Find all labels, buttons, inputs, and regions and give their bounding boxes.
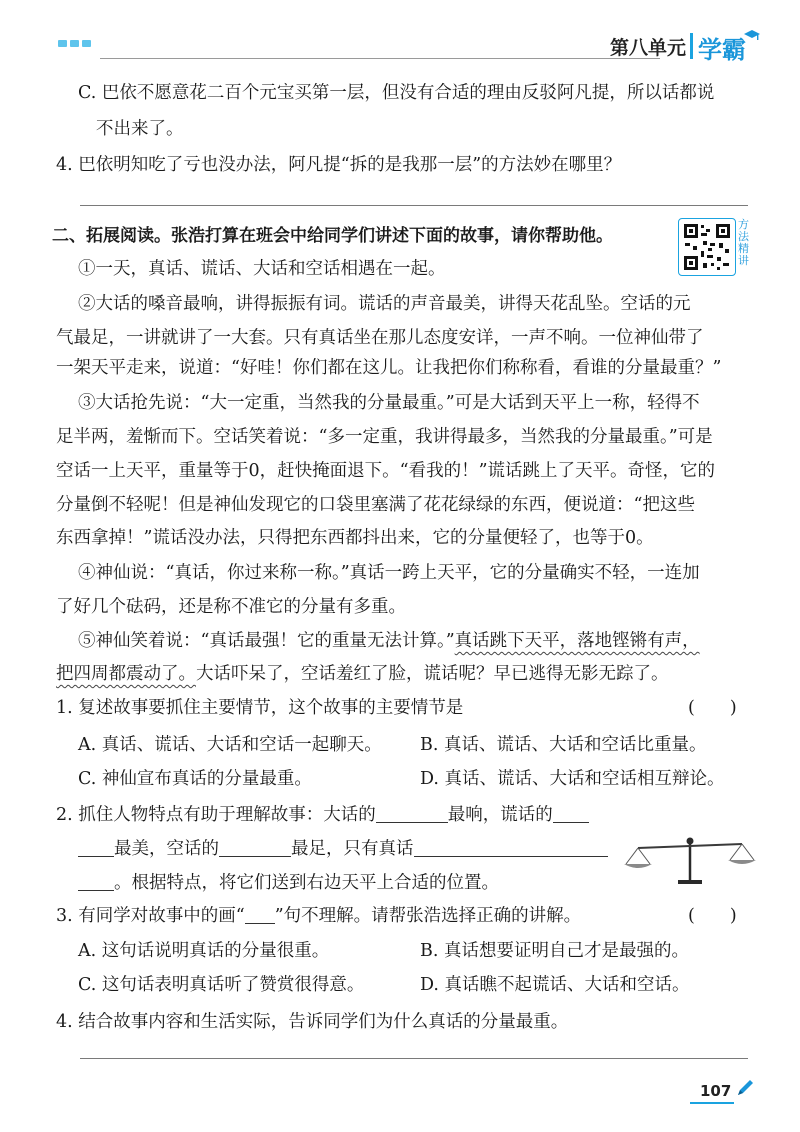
- q1-option-b[interactable]: B. 真话、谎话、大话和空话比重量。: [420, 735, 707, 755]
- header-decoration: [58, 40, 91, 47]
- question-2-line2: 最美，空话的 最足，只有真话: [78, 837, 608, 861]
- story-p2-line3: 一架天平走来，说道：“好哇！你们都在这儿。让我把你们称称看，看谁的分量最重？”: [56, 358, 722, 378]
- header-rule: [100, 58, 660, 59]
- blank-3[interactable]: [219, 838, 291, 857]
- blank-4-end[interactable]: [78, 872, 114, 891]
- page-underline: [690, 1102, 734, 1104]
- q3-option-c[interactable]: C. 这句话表明真话听了赞赏很得意。: [78, 975, 365, 995]
- question-4: 4. 结合故事内容和生活实际，告诉同学们为什么真话的分量最重。: [56, 1012, 569, 1032]
- question-2-line3: 。根据特点，将它们送到右边天平上合适的位置。: [78, 871, 499, 895]
- story-p5-line1: ⑤神仙笑着说：“真话最强！它的重量无法计算。”真话跳下天平，落地铿锵有声，: [78, 631, 700, 651]
- question-4-prev: 4. 巴依明知吃了亏也没办法，阿凡提“拆的是我那一层”的方法妙在哪里？: [56, 155, 622, 175]
- q1-option-a[interactable]: A. 真话、谎话、大话和空话一起聊天。: [78, 735, 382, 755]
- unit-title: 第八单元: [610, 37, 687, 59]
- question-3: 3. 有同学对故事中的画“ ”句不理解。请帮张浩选择正确的讲解。: [56, 906, 582, 926]
- blank-1[interactable]: [376, 804, 448, 823]
- q1-option-c[interactable]: C. 神仙宣布真话的分量最重。: [78, 769, 312, 789]
- answer-line[interactable]: [80, 205, 748, 206]
- story-p3-line1: ③大话抢先说：“大一定重，当然我的分量最重。”可是大话到天平上一称，轻得不: [78, 393, 700, 413]
- story-p3-line2: 足半两，羞惭而下。空话笑着说：“多一定重，我讲得最多，当然我的分量最重。”可是: [56, 427, 713, 447]
- qr-code-icon[interactable]: [678, 218, 736, 276]
- story-p2-line1: ②大话的嗓音最响，讲得振振有词。谎话的声音最美，讲得天花乱坠。空话的元: [78, 294, 691, 314]
- blank-4-start[interactable]: [414, 838, 608, 857]
- answer-line-4[interactable]: [80, 1058, 748, 1059]
- q3-option-d[interactable]: D. 真话瞧不起谎话、大话和空话。: [420, 975, 690, 995]
- blank-quote: [245, 905, 275, 924]
- option-c-line1: C. 巴依不愿意花二百个元宝买第一层，但没有合适的理由反驳阿凡提，所以话都说: [78, 83, 715, 103]
- qr-label: 方法精讲: [738, 218, 749, 267]
- page-number: 107: [700, 1082, 732, 1100]
- q3-option-b[interactable]: B. 真话想要证明自己才是最强的。: [420, 941, 689, 961]
- wavy-underlined-sentence-end: 把四周都震动了。: [56, 664, 196, 684]
- balance-scale-icon[interactable]: [620, 836, 760, 886]
- story-p5-line2: 把四周都震动了。大话吓呆了，空话羞红了脸，谎话呢？早已逃得无影无踪了。: [56, 664, 669, 684]
- story-p4-line1: ④神仙说：“真话，你过来称一称。”真话一跨上天平，它的分量确实不轻，一连加: [78, 563, 700, 583]
- answer-paren-3[interactable]: ( ): [688, 906, 737, 926]
- question-2-line1: 2. 抓住人物特点有助于理解故事：大话的 最响，谎话的: [56, 803, 589, 827]
- story-p3-line5: 东西拿掉！”谎话没办法，只得把东西都抖出来，它的分量便轻了，也等于0。: [56, 528, 654, 548]
- blank-2-end[interactable]: [78, 838, 114, 857]
- wavy-underlined-sentence: 真话跳下天平，落地铿锵有声，: [454, 631, 700, 651]
- story-p3-line4: 分量倒不轻呢！但是神仙发现它的口袋里塞满了花花绿绿的东西，便说道：“把这些: [56, 495, 695, 515]
- q1-option-d[interactable]: D. 真话、谎话、大话和空话相互辩论。: [420, 769, 725, 789]
- brand-logo: 学霸: [698, 36, 746, 64]
- blank-2-start[interactable]: [553, 804, 589, 823]
- question-1: 1. 复述故事要抓住主要情节，这个故事的主要情节是: [56, 698, 464, 718]
- section-title: 二、拓展阅读。张浩打算在班会中给同学们讲述下面的故事，请你帮助他。: [52, 226, 613, 246]
- story-p3-line3: 空话一上天平，重量等于0，赶快掩面退下。“看我的！”谎话跳上了天平。奇怪，它的: [56, 461, 716, 481]
- story-p1: ①一天，真话、谎话、大话和空话相遇在一起。: [78, 259, 446, 279]
- story-p2-line2: 气最足，一讲就讲了一大套。只有真话坐在那儿态度安详，一声不响。一位神仙带了: [56, 328, 704, 348]
- graduation-cap-icon: [744, 28, 760, 44]
- answer-paren-1[interactable]: ( ): [688, 698, 737, 718]
- pencil-icon: [735, 1078, 755, 1098]
- header-divider: [690, 33, 693, 59]
- option-c-line2: 不出来了。: [96, 119, 184, 139]
- q3-option-a[interactable]: A. 这句话说明真话的分量很重。: [78, 941, 330, 961]
- story-p4-line2: 了好几个砝码，还是称不准它的分量有多重。: [56, 597, 406, 617]
